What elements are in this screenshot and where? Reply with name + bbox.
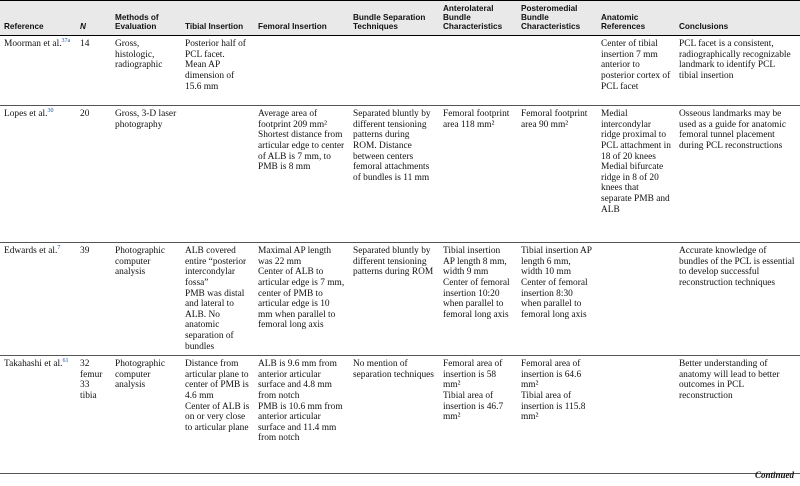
femoral-cell (254, 36, 349, 106)
al-cell: Femoral footprint area 118 mm² (439, 106, 517, 243)
table-row (0, 243, 800, 356)
methods-cell: Gross, 3-D laser photography (111, 106, 181, 243)
tibial-cell (181, 106, 254, 243)
header-cell: N (76, 1, 111, 36)
n-cell: 20 (76, 106, 111, 243)
tibial-cell: ALB covered entire “posterior intercondylar fossa” PMB was distal and lateral to ALB. No anatomic separation of bundles (181, 243, 254, 356)
n-cell: 32 femur 33 tibia (76, 356, 111, 474)
methods-cell: Photographic computer analysis (111, 356, 181, 474)
anatomic-cell: Medial intercondylar ridge proximal to PCL attachment in 18 of 20 knees Medial bifurcate ridge in 8 of 20 knees that separate PMB and ALB (597, 106, 675, 243)
reference-cell: Takahashi et al.$^{61}$ (0, 356, 76, 474)
conclusions-cell: Osseous landmarks may be used as a guide for anatomic femoral tunnel placement during PCL reconstructions (675, 106, 800, 243)
al-cell: Tibial insertion AP length 8 mm, width 9 mm Center of femoral insertion 10:20 when parallel to femoral long axis (439, 243, 517, 356)
n-cell: 39 (76, 243, 111, 356)
bundle-cell: Separated bluntly by different tensioning patterns during ROM (349, 243, 439, 356)
pm-cell: Femoral area of insertion is 64.6 mm² Tibial area of insertion is 115.8 mm² (517, 356, 597, 474)
n-cell: 14 (76, 36, 111, 106)
femoral-cell: Maximal AP length was 22 mm Center of ALB to articular edge is 7 mm, center of PMB to articular edge is 10 mm when parallel to femoral long axis (254, 243, 349, 356)
anatomic-cell (597, 243, 675, 356)
header-cell: Tibial Insertion (181, 1, 254, 36)
tibial-cell: Posterior half of PCL facet. Mean AP dimension of 15.6 mm (181, 36, 254, 106)
bundle-cell: Separated bluntly by different tensioning patterns during ROM. Distance between centers femoral attachments of bundles is 11 mm (349, 106, 439, 243)
table-row (0, 106, 800, 243)
pm-cell: Tibial insertion AP length 6 mm, width 10 mm Center of femoral insertion 8:30 when parallel to femoral long axis (517, 243, 597, 356)
header-cell: Conclusions (675, 1, 800, 36)
header-cell: Reference (0, 1, 76, 36)
reference-cell: Lopes et al.$^{30}$ (0, 106, 76, 243)
header-row (0, 1, 800, 36)
bundle-cell: No mention of separation techniques (349, 356, 439, 474)
methods-cell: Gross, histologic, radiographic (111, 36, 181, 106)
pm-cell: Femoral footprint area 90 mm² (517, 106, 597, 243)
methods-cell: Photographic computer analysis (111, 243, 181, 356)
conclusions-cell: PCL facet is a consistent, radiographically recognizable landmark to identify PCL tibial insertion (675, 36, 800, 106)
header-cell: Femoral Insertion (254, 1, 349, 36)
pm-cell (517, 36, 597, 106)
reference-cell: Moorman et al.$^{37a}$ (0, 36, 76, 106)
femoral-cell: Average area of footprint 209 mm² Shortest distance from articular edge to center of ALB is 7 mm, to PMB is 8 mm (254, 106, 349, 243)
al-cell (439, 36, 517, 106)
conclusions-cell: Better understanding of anatomy will lead to better outcomes in PCL reconstruction (675, 356, 800, 474)
anatomic-cell: Center of tibial insertion 7 mm anterior to posterior cortex of PCL facet (597, 36, 675, 106)
anatomic-cell (597, 356, 675, 474)
header-cell: Bundle Separation Techniques (349, 1, 439, 36)
al-cell: Femoral area of insertion is 58 mm² Tibial area of insertion is 46.7 mm² (439, 356, 517, 474)
header-cell: Methods of Evaluation (111, 1, 181, 36)
header-cell: Posteromedial Bundle Characteristics (517, 1, 597, 36)
femoral-cell: ALB is 9.6 mm from anterior articular surface and 4.8 mm from notch PMB is 10.6 mm from anterior articular surface and 11.4 mm from notch (254, 356, 349, 474)
table-row (0, 356, 800, 474)
reference-cell: Edwards et al.$^7$ (0, 243, 76, 356)
bundle-cell (349, 36, 439, 106)
conclusions-cell: Accurate knowledge of bundles of the PCL is essential to develop successful reconstruction techniques (675, 243, 800, 356)
header-cell: Anatomic References (597, 1, 675, 36)
continued-label: Continued (754, 470, 794, 480)
tibial-cell: Distance from articular plane to center of PMB is 4.6 mm Center of ALB is on or very close to articular plane (181, 356, 254, 474)
table-row (0, 36, 800, 106)
header-cell: Anterolateral Bundle Characteristics (439, 1, 517, 36)
